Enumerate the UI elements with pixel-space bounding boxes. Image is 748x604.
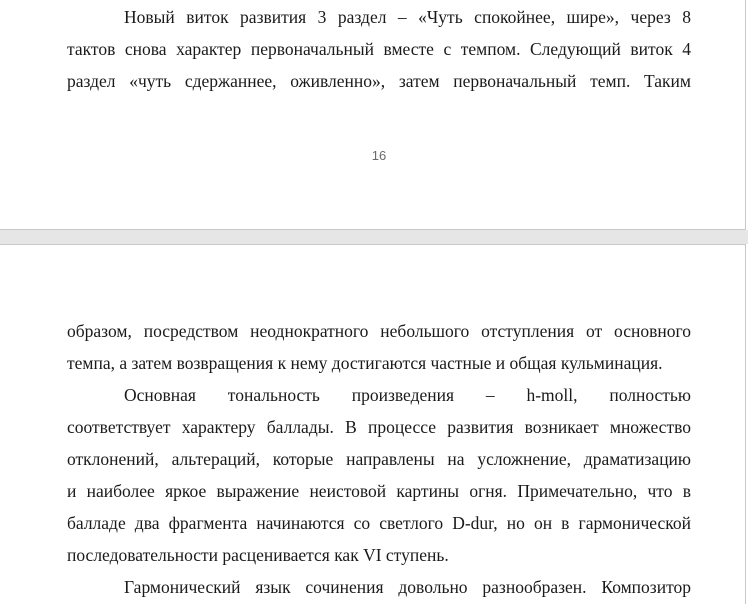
page-number: 16 xyxy=(371,148,387,163)
text-line: раздел «чуть сдержаннее, оживленно», затем первоначальный темп. Таким xyxy=(67,71,691,91)
page-separator xyxy=(0,230,748,244)
text-line: Новый виток развития 3 раздел – «Чуть спокойнее, шире», через 8 xyxy=(124,7,691,27)
text-line: и наиболее яркое выражение неистовой картины огня. Примечательно, что в xyxy=(67,481,691,501)
document-page-16 xyxy=(0,0,746,230)
text-line: отклонений, альтераций, которые направлены на усложнение, драматизацию xyxy=(67,449,691,469)
text-line: Гармонический язык сочинения довольно разнообразен. Композитор xyxy=(124,577,691,597)
text-line: балладе два фрагмента начинаются со светлого D-dur, но он в гармонической xyxy=(67,513,691,533)
document-page-17 xyxy=(0,244,746,604)
text-line: Основная тональность произведения – h-moll, полностью xyxy=(124,385,691,405)
page-16-text xyxy=(67,1,691,97)
text-line: соответствует характеру баллады. В процессе развития возникает множество xyxy=(67,417,691,437)
page-17-text xyxy=(67,315,691,603)
text-line: образом, посредством неоднократного небольшого отступления от основного xyxy=(67,321,691,341)
text-line: последовательности расценивается как VI ступень. xyxy=(67,545,449,565)
text-line: тактов снова характер первоначальный вместе с темпом. Следующий виток 4 xyxy=(67,39,691,59)
text-line: темпа, а затем возвращения к нему достигаются частные и общая кульминация. xyxy=(67,353,663,373)
